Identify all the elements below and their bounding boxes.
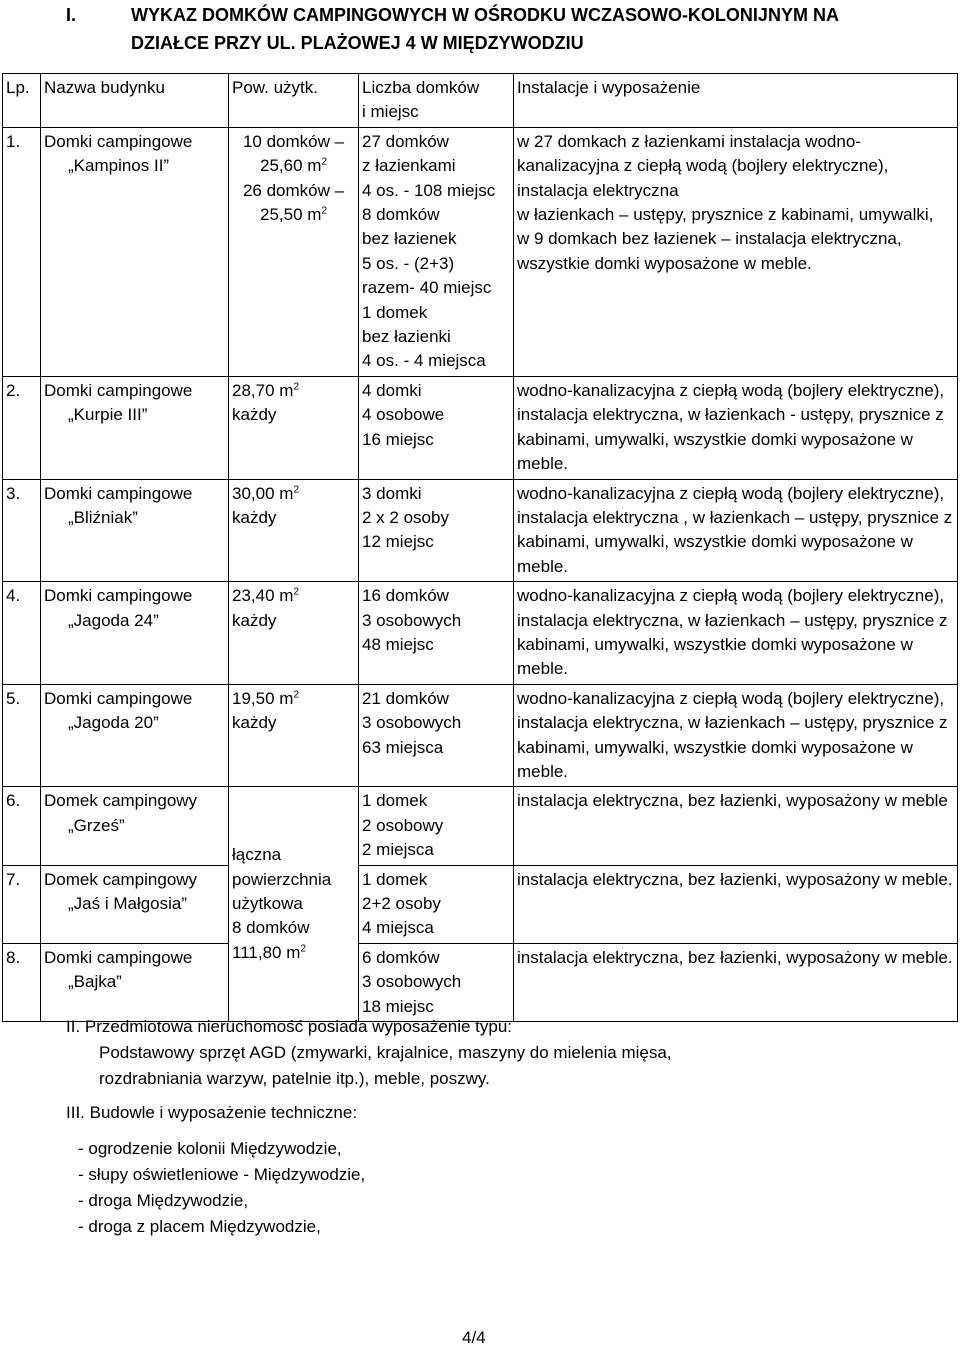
- row-lp: 5.: [3, 684, 41, 787]
- header-count: Liczba domków i miejsc: [359, 74, 514, 128]
- row-area-b: 26 domków – 25,50 m: [242, 180, 345, 225]
- row-name-type: Domki campingowe: [44, 131, 193, 151]
- row-lp: 8.: [3, 943, 41, 1021]
- header-name: Nazwa budynku: [41, 74, 229, 128]
- row-count: 1 domek 2 osobowy 2 miejsca: [359, 787, 514, 865]
- row-name-quoted: „Kampinos II”: [68, 156, 170, 176]
- list-item: - droga Międzywodzie,: [78, 1191, 249, 1210]
- page-number: 4/4: [462, 1328, 486, 1347]
- header-area: Pow. użytk.: [229, 74, 359, 128]
- row-name-quoted: „Grześ”: [68, 815, 125, 835]
- section-3-heading: III. Budowle i wyposażenie techniczne:: [66, 1103, 358, 1122]
- row-installations: w 27 domkach z łazienkami instalacja wodno-kanalizacyjna z ciepłą wodą (bojlery elektryczne), instalacja elektryczna w łazienkach – ustępy, prysznice z kabinami, umywalki, w 9 domkach bez łazienek – instalacja elektryczna, wszystkie domki wyposażone w meble.: [514, 127, 958, 376]
- list-item: - droga z placem Międzywodzie,: [78, 1217, 321, 1236]
- list-item: - ogrodzenie kolonii Międzywodzie,: [78, 1139, 342, 1158]
- row-name: [41, 582, 229, 685]
- shared-area-cell: [229, 787, 359, 1022]
- row-name: [41, 479, 229, 582]
- row-area: [229, 582, 359, 685]
- row-name-quoted: „Kurpie III”: [68, 405, 148, 425]
- row-name-type: Domki campingowe: [44, 947, 193, 967]
- row-area-a: 10 domków – 25,60 m: [242, 131, 345, 176]
- row-count: 27 domków z łazienkami 4 os. - 108 miejsc 8 domków bez łazienek 5 os. - (2+3) razem- 40 miejsc 1 domek bez łazienki 4 os. - 4 miejsca: [359, 127, 514, 376]
- row-area: [229, 479, 359, 582]
- campsite-table: [2, 73, 958, 1022]
- row-area-unit: każdy: [232, 405, 277, 425]
- row-count: 1 domek 2+2 osoby 4 miejsca: [359, 865, 514, 943]
- row-name: [41, 684, 229, 787]
- row-name: [41, 127, 229, 376]
- row-name-quoted: „Bliźniak”: [68, 507, 138, 527]
- row-installations: wodno-kanalizacyjna z ciepłą wodą (bojlery elektryczne), instalacja elektryczna, w łazienkach - ustępy, prysznice z kabinami, umywalki, wszystkie domki wyposażone w meble.: [514, 376, 958, 479]
- row-area: [229, 127, 359, 376]
- title-line-1: WYKAZ DOMKÓW CAMPINGOWYCH W OŚRODKU WCZASOWO-KOLONIJNYM NA: [131, 5, 839, 25]
- row-name-type: Domki campingowe: [44, 688, 193, 708]
- superscript: 2: [321, 205, 327, 217]
- row-count: 16 domków 3 osobowych 48 miejsc: [359, 582, 514, 685]
- list-item: - słupy oświetleniowe - Międzywodzie,: [78, 1165, 366, 1184]
- row-area-unit: każdy: [232, 610, 277, 630]
- row-count: 21 domków 3 osobowych 63 miejsca: [359, 684, 514, 787]
- row-count: 4 domki 4 osobowe 16 miejsc: [359, 376, 514, 479]
- section-3-list: [66, 1136, 365, 1240]
- row-lp: 6.: [3, 787, 41, 865]
- table-row: [3, 787, 958, 865]
- row-name-type: Domek campingowy: [44, 791, 198, 811]
- section-2-line-2: rozdrabniania warzyw, patelnie itp.), meble, poszwy.: [99, 1069, 490, 1088]
- row-area-value: 19,50 m: [232, 688, 294, 708]
- table-row: [3, 865, 958, 943]
- row-lp: 2.: [3, 376, 41, 479]
- table-row: [3, 376, 958, 479]
- row-name-type: Domek campingowy: [44, 869, 198, 889]
- row-lp: 1.: [3, 127, 41, 376]
- row-area-unit: każdy: [232, 507, 277, 527]
- table-header-row: [3, 74, 958, 128]
- table-row: [3, 684, 958, 787]
- row-count: 3 domki 2 x 2 osoby 12 miejsc: [359, 479, 514, 582]
- shared-area-text: łączna powierzchnia użytkowa 8 domków 111,80 m: [232, 845, 332, 962]
- section-2: [66, 1014, 672, 1092]
- title-number: I.: [66, 5, 77, 25]
- section-2-heading: II. Przedmiotowa nieruchomość posiada wyposażenie typu:: [66, 1017, 513, 1036]
- row-area-value: 23,40 m: [232, 586, 294, 606]
- superscript: 2: [293, 689, 299, 701]
- row-name: [41, 865, 229, 943]
- superscript: 2: [293, 586, 299, 598]
- header-installations: Instalacje i wyposażenie: [514, 74, 958, 128]
- table-row: [3, 127, 958, 376]
- row-count: 6 domków 3 osobowych 18 miejsc: [359, 943, 514, 1021]
- row-area-unit: każdy: [232, 713, 277, 733]
- row-area-value: 28,70 m: [232, 380, 294, 400]
- superscript: 2: [293, 483, 299, 495]
- row-name-type: Domki campingowe: [44, 380, 193, 400]
- row-name-type: Domki campingowe: [44, 483, 193, 503]
- row-installations: instalacja elektryczna, bez łazienki, wyposażony w meble: [514, 787, 958, 865]
- row-installations: instalacja elektryczna, bez łazienki, wyposażony w meble.: [514, 865, 958, 943]
- row-name-type: Domki campingowe: [44, 586, 193, 606]
- row-installations: instalacja elektryczna, bez łazienki, wyposażony w meble.: [514, 943, 958, 1021]
- row-name-quoted: „Bajka”: [68, 972, 122, 992]
- row-name-quoted: „Jaś i Małgosia”: [68, 894, 188, 913]
- table-row: [3, 582, 958, 685]
- row-area: [229, 376, 359, 479]
- table-row: [3, 479, 958, 582]
- row-name-quoted: „Jagoda 24”: [68, 610, 159, 630]
- row-area-value: 30,00 m: [232, 483, 294, 503]
- row-installations: wodno-kanalizacyjna z ciepłą wodą (bojlery elektryczne), instalacja elektryczna, w łazienkach – ustępy, prysznice z kabinami, umywalki, wszystkie domki wyposażone w meble.: [514, 684, 958, 787]
- row-lp: 3.: [3, 479, 41, 582]
- row-area: [229, 684, 359, 787]
- row-installations: wodno-kanalizacyjna z ciepłą wodą (bojlery elektryczne), instalacja elektryczna, w łazienkach – ustępy, prysznice z kabinami, umywalki, wszystkie domki wyposażone w meble.: [514, 582, 958, 685]
- row-name-quoted: „Jagoda 20”: [68, 713, 159, 733]
- superscript: 2: [321, 156, 327, 168]
- table-row: [3, 943, 958, 1021]
- row-name: [41, 787, 229, 865]
- row-name: [41, 376, 229, 479]
- title-line-2: DZIAŁCE PRZY UL. PLAŻOWEJ 4 W MIĘDZYWODZIU: [131, 33, 584, 53]
- row-lp: 7.: [3, 865, 41, 943]
- row-installations: wodno-kanalizacyjna z ciepłą wodą (bojlery elektryczne), instalacja elektryczna , w łazienkach – ustępy, prysznice z kabinami, umywalki, wszystkie domki wyposażone w meble.: [514, 479, 958, 582]
- row-name: [41, 943, 229, 1021]
- section-3: [66, 1100, 365, 1240]
- section-2-line-1: Podstawowy sprzęt AGD (zmywarki, krajalnice, maszyny do mielenia mięsa,: [99, 1043, 672, 1062]
- header-lp: Lp.: [3, 74, 41, 128]
- superscript: 2: [300, 943, 306, 955]
- row-lp: 4.: [3, 582, 41, 685]
- superscript: 2: [293, 381, 299, 393]
